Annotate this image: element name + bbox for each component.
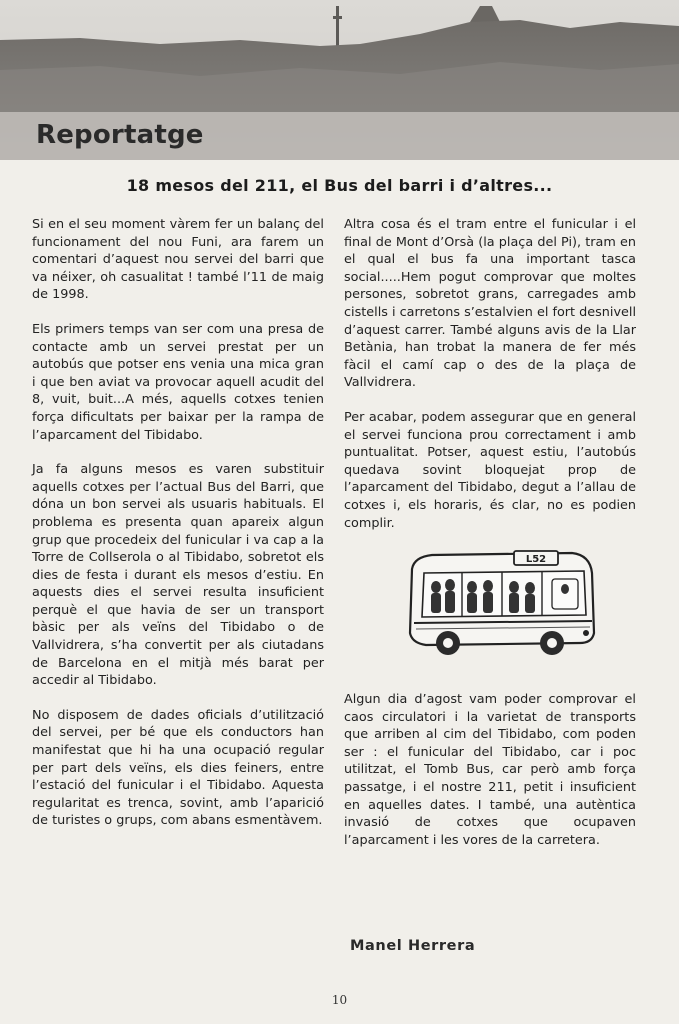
paragraph: Els primers temps van ser com una presa de contacte amb un servei prestat per un autobús que potser ens venia una mica gran i que ben aviat va provocar aquell acudit del 8, vuit, buit...A més, aquells cotxes tenien força dificultats per baixar per la rampa de l’aparcament del Tibidabo.	[32, 321, 324, 443]
bus-drawing-icon	[402, 549, 598, 661]
paragraph: Ja fa alguns mesos es varen substituir aquells cotxes per l’actual Bus del Barri, que dóna un bon servei als usuaris habituals. El problema es presenta quan apareix algun grup que procedeix del funicular i va cap a la Torre de Collserola o al Tibidabo, sobretot els dies de festa i durant els mesos d’estiu. En aquests dies el servei resulta insuficient perquè el que havia de ser un transport bàsic per als veïns del Tibidabo o de Vallvidrera, s’ha convertit per als ciutadans de Barcelona en el mitjà més barat per accedir al Tibidabo.	[32, 462, 324, 689]
paragraph: No disposem de dades oficials d’utilització del servei, per bé que els conductors han manifestat que hi ha una ocupació regular per part dels veïns, els dies feiners, entre l’estació del funicular i el Tibidabo. Aquesta regularitat es trenca, sovint, amb l’aparició de turistes o grups, com abans esmentàvem.	[32, 707, 324, 829]
right-column	[344, 216, 636, 866]
paragraph: Algun dia d’agost vam poder comprovar el caos circulatori i la varietat de transports que arriben al cim del Tibidabo, com poden ser : el funicular del Tibidabo, car i poc utilitzat, el Tomb Bus, car però amb força passatge, i el nostre 211, petit i insuficient en aquelles dates. I també, una autèntica invasió de cotxes que ocupaven l’aparcament i les vores de la carretera.	[344, 692, 636, 848]
route-number: L52	[525, 554, 547, 566]
header-banner	[0, 0, 679, 160]
paragraph: Si en el seu moment vàrem fer un balanç del funcionament del nou Funi, ara farem un comentari d’aquest nou servei del barri que va néixer, oh casualitat ! també l’11 de maig de 1998.	[32, 217, 324, 303]
author-name: Manel Herrera	[350, 938, 476, 954]
article-headline: 18 mesos del 211, el Bus del barri i d’altres...	[126, 176, 553, 195]
paragraph: Altra cosa és el tram entre el funicular i el final de Mont d’Orsà (la plaça del Pi), tram en el qual el bus fa una important tasca social.....Hem pogut comprovar que moltes persones, sobretot grans, carregades amb cistells i carretons s’estalvien el fort desnivell d’aquest carrer. També alguns avis de la Llar Betània, han trobat la manera de fer més fàcil el camí cap o des de la plaça de Vallvidrera.	[344, 217, 637, 391]
left-column	[32, 216, 324, 847]
section-title: Reportatge	[36, 120, 204, 150]
page-number: 10	[331, 993, 348, 1007]
paragraph: Per acabar, podem assegurar que en general el servei funciona prou correctament i amb puntualitat. Potser, aquest estiu, l’autobús quedava sovint bloquejat prop de l’aparcament del Tibidabo, degut a l’allau de cotxes i, els horaris, és clar, no es podien complir.	[344, 409, 636, 531]
